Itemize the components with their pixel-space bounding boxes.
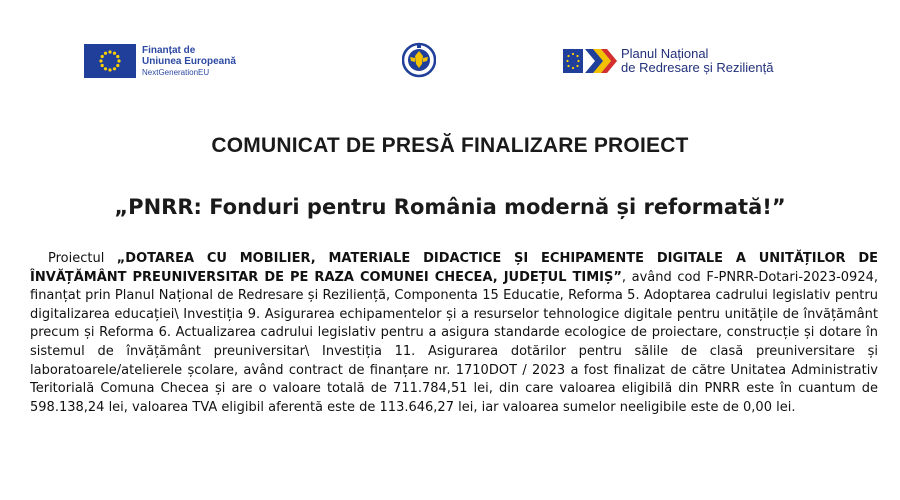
- pnrr-flags-icon: [563, 45, 617, 77]
- paragraph-body: , având cod F-PNRR-Dotari-2023-0924, finanțat prin Planul Național de Redresare și Reziliență, Componenta 15 Educatie, Reforma 5. Adoptarea cadrului legislativ pentru digitalizarea educației\ Investiția 9. Asigurarea echipamentelor și a resurselor tehnologice digitale pentru unitățile de învățământ precum și Reforma 6. Actualizarea cadrului legislativ pentru a asigura standarde ecologice de proiectare, construcție și dotare în sistemul de învățământ preuniversitar\ Investiția 11. Asigurarea dotărilor pentru sălile de clasă preuniversitare și laboratoarele/atelierele școlare, având contract de finanțare nr. 1710DOT / 2023 a fost finalizat de către Unitatea Administrativ Teritorială Comuna Checea și are o valoare totală de 711.784,51 lei, din care valoarea eligibilă din PNRR este în cuantum de 598.138,24 lei, valoarea TVA eligibil aferentă este de 113.646,27 lei, iar valoarea sumelor neeligibile este de 0,00 lei.: [30, 269, 879, 415]
- pnrr-logo-line2: de Redresare și Reziliență: [621, 60, 774, 75]
- eu-logo-line3: NextGenerationEU: [142, 67, 210, 77]
- paragraph-lead: Proiectul: [48, 251, 117, 266]
- logo-bar: [0, 40, 900, 84]
- eu-flag-icon: [84, 44, 136, 78]
- document-subtitle: „PNRR: Fonduri pentru România modernă și reformată!”: [114, 195, 786, 219]
- pnrr-logo: [563, 45, 773, 77]
- press-release-paragraph: [30, 250, 878, 417]
- eu-logo-text: [142, 45, 236, 78]
- eu-logo-line1: Finanțat de: [142, 44, 196, 56]
- eu-logo-line2: Uniunea Europeană: [142, 55, 236, 67]
- romanian-government-crest-icon: [402, 40, 436, 80]
- pnrr-logo-text: [621, 47, 773, 75]
- pnrr-logo-line1: Planul Național: [621, 46, 709, 61]
- eu-funding-logo: [84, 44, 236, 78]
- project-name: „DOTAREA CU MOBILIER, MATERIALE DIDACTICE ȘI ECHIPAMENTE DIGITALE A UNITĂȚILOR DE ÎNVĂȚĂMÂNT PREUNIVERSITAR DE PE RAZA COMUNEI CHECEA, JUDEȚUL TIMIȘ”: [30, 251, 878, 285]
- document-title: COMUNICAT DE PRESĂ FINALIZARE PROIECT: [211, 134, 689, 157]
